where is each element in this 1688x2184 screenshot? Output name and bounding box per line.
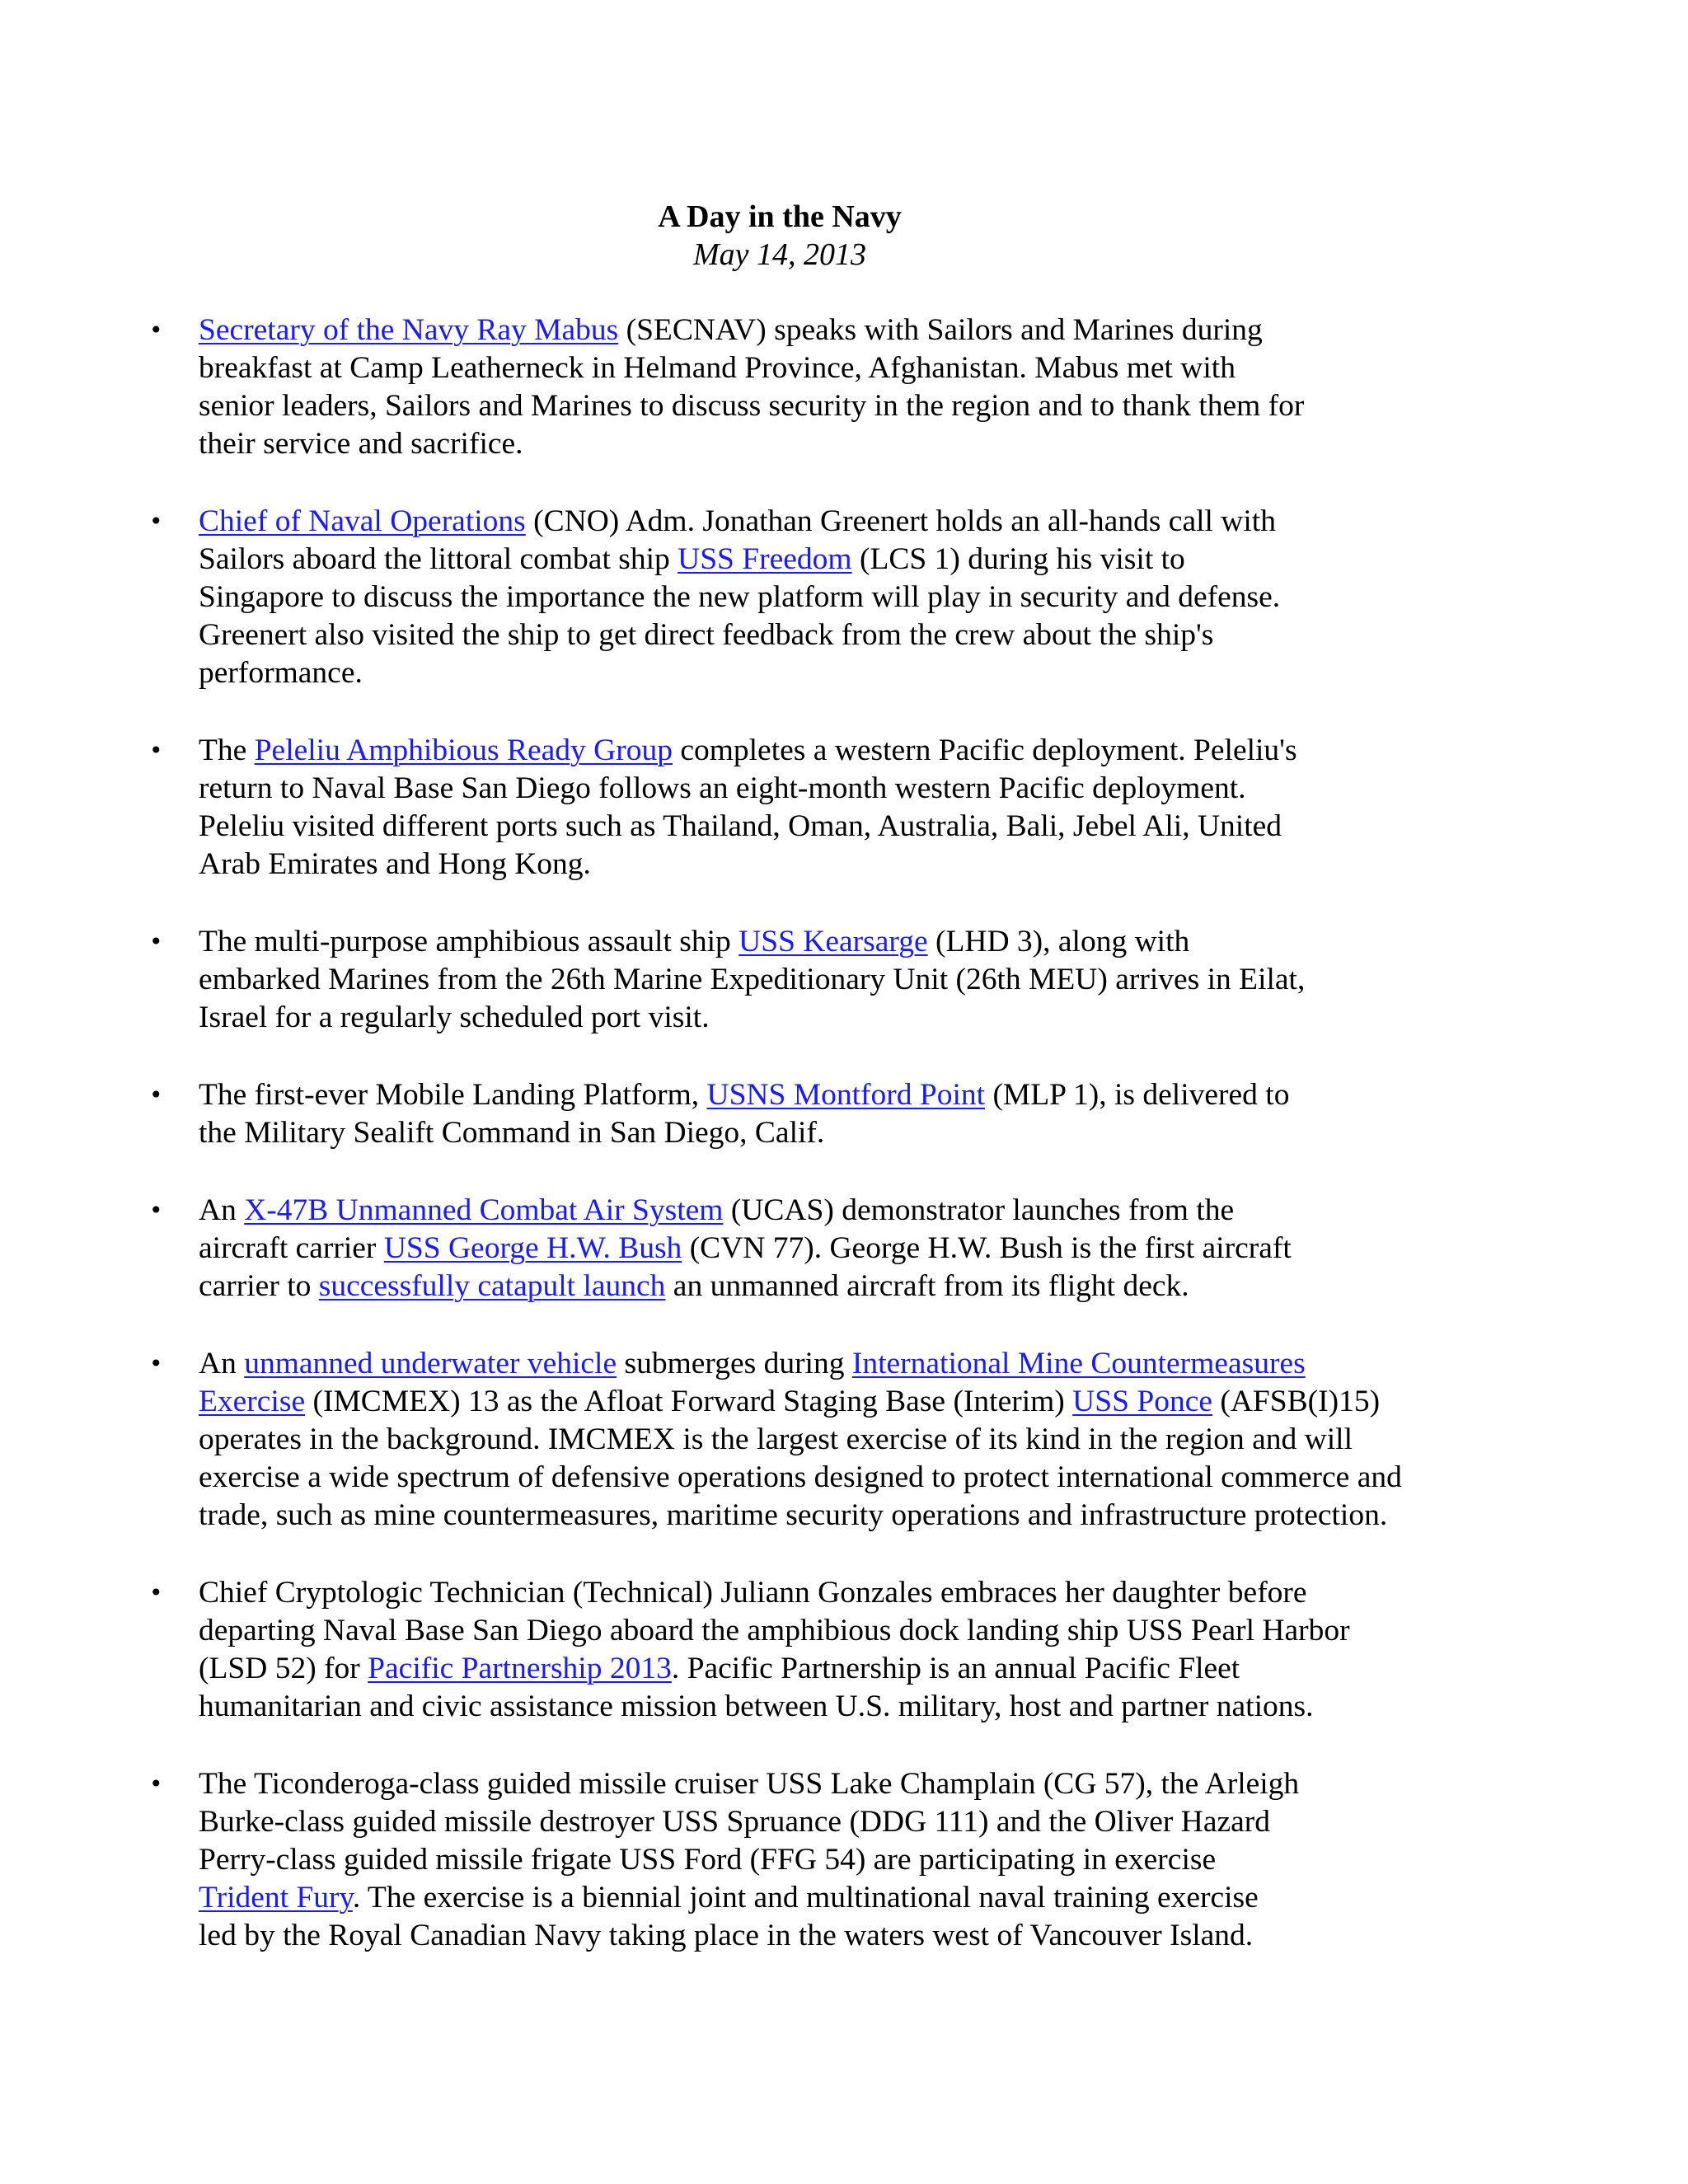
text-line [199,616,1501,654]
text-line [199,349,1501,387]
text-segment: trade, such as mine countermeasures, maritime security operations and infrastructure protection. [199,1498,1388,1532]
text-segment: Singapore to discuss the importance the new platform will play in security and defense. [199,580,1281,614]
text-segment: the Military Sealift Command in San Diego, Calif. [199,1116,825,1150]
bullet-item [199,1192,1501,1305]
bullet-item [199,1345,1501,1535]
text-line [199,425,1501,463]
text-segment: Sailors aboard the littoral combat ship [199,542,678,576]
text-segment: Israel for a regularly scheduled port visit. [199,1001,710,1034]
text-segment: performance. [199,656,363,690]
hyperlink[interactable]: International Mine Countermeasures [851,1347,1306,1380]
text-line [199,732,1501,770]
text-segment: An [199,1347,245,1380]
hyperlink[interactable]: USS George H.W. Bush [383,1231,682,1265]
text-segment: their service and sacrifice. [199,427,523,461]
text-segment: (LCS 1) during his visit to [851,542,1185,576]
text-segment: (CVN 77). George H.W. Bush is the first aircraft [682,1231,1292,1265]
hyperlink[interactable]: USS Ponce [1072,1385,1212,1418]
text-segment: operates in the background. IMCMEX is the largest exercise of its kind in the region and will [199,1422,1353,1456]
text-segment: Greenert also visited the ship to get direct feedback from the crew about the ship's [199,618,1214,652]
text-segment: aircraft carrier [199,1231,384,1265]
text-line [199,1076,1501,1114]
hyperlink[interactable]: Peleliu Amphibious Ready Group [254,733,673,767]
hyperlink[interactable]: Exercise [199,1385,306,1418]
text-line [199,1497,1501,1535]
bullet-item [199,1076,1501,1152]
bullet-item [199,1574,1501,1726]
text-line [199,1841,1501,1879]
text-line [199,1230,1501,1268]
text-segment: (UCAS) demonstrator launches from the [723,1193,1235,1227]
document-header [0,198,1559,274]
hyperlink[interactable]: X-47B Unmanned Combat Air System [244,1193,724,1227]
text-segment: Chief Cryptologic Technician (Technical) Juliann Gonzales embraces her daughter before [199,1576,1307,1610]
hyperlink[interactable]: successfully catapult launch [318,1269,666,1303]
text-segment: return to Naval Base San Diego follows an eight-month western Pacific deployment. [199,771,1246,805]
text-segment: (IMCMEX) 13 as the Afloat Forward Staging Base (Interim) [305,1385,1073,1418]
text-line [199,503,1501,541]
text-line [199,808,1501,846]
text-segment: Peleliu visited different ports such as Thailand, Oman, Australia, Bali, Jebel Ali, United [199,809,1282,843]
text-segment: Burke-class guided missile destroyer USS Spruance (DDG 111) and the Oliver Hazard [199,1805,1271,1839]
text-line [199,1345,1501,1383]
text-segment: (MLP 1), is delivered to [985,1078,1290,1112]
text-segment: humanitarian and civic assistance mission between U.S. military, host and partner nations. [199,1690,1314,1723]
text-segment: The multi-purpose amphibious assault ship [199,925,739,958]
text-line [199,579,1501,616]
text-segment: An [199,1193,245,1227]
text-segment: The Ticonderoga-class guided missile cruiser USS Lake Champlain (CG 57), the Arleigh [199,1767,1300,1801]
text-segment: exercise a wide spectrum of defensive operations designed to protect international commerce and [199,1460,1402,1494]
text-segment: led by the Royal Canadian Navy taking place in the waters west of Vancouver Island. [199,1919,1254,1952]
text-line [199,1688,1501,1726]
bullet-item [199,503,1501,692]
text-line [199,541,1501,579]
text-line [199,1192,1501,1230]
text-line [199,1383,1501,1421]
text-line [199,1268,1501,1305]
text-segment: submerges during [617,1347,852,1380]
text-line [199,654,1501,692]
text-segment: . The exercise is a biennial joint and multinational naval training exercise [352,1881,1259,1915]
text-line [199,923,1501,961]
bullet-item [199,1765,1501,1955]
text-segment: . Pacific Partnership is an annual Pacific Fleet [671,1652,1240,1685]
text-segment: senior leaders, Sailors and Marines to discuss security in the region and to thank them for [199,389,1305,423]
hyperlink[interactable]: unmanned underwater vehicle [244,1347,617,1380]
text-line [199,846,1501,883]
text-line [199,1765,1501,1803]
text-line [199,1917,1501,1955]
text-segment: completes a western Pacific deployment. Peleliu's [672,733,1297,767]
hyperlink[interactable]: USS Freedom [678,542,852,576]
text-segment: (CNO) Adm. Jonathan Greenert holds an all-hands call with [525,504,1276,538]
text-line [199,387,1501,425]
text-line [199,312,1501,349]
text-segment: Arab Emirates and Hong Kong. [199,847,591,881]
text-line [199,1114,1501,1152]
hyperlink[interactable]: Pacific Partnership 2013 [368,1652,672,1685]
hyperlink[interactable]: USNS Montford Point [706,1078,986,1112]
hyperlink[interactable]: Secretary of the Navy Ray Mabus [199,313,619,347]
text-segment: breakfast at Camp Leatherneck in Helmand Province, Afghanistan. Mabus met with [199,351,1236,385]
text-segment: embarked Marines from the 26th Marine Expeditionary Unit (26th MEU) arrives in Eilat, [199,963,1306,996]
document-date: May 14, 2013 [692,237,867,272]
text-segment: carrier to [199,1269,319,1303]
text-line [199,961,1501,999]
hyperlink[interactable]: USS Kearsarge [738,925,928,958]
document-title: A Day in the Navy [658,199,902,234]
bullet-item [199,923,1501,1037]
text-line [199,1612,1501,1650]
text-line [199,1459,1501,1497]
text-line [199,1650,1501,1688]
hyperlink[interactable]: Trident Fury [199,1881,353,1915]
bullet-item [199,732,1501,883]
text-line [199,770,1501,808]
text-segment: The first-ever Mobile Landing Platform, [199,1078,707,1112]
text-segment: (AFSB(I)15) [1212,1385,1381,1418]
text-segment: Perry-class guided missile frigate USS Ford (FFG 54) are participating in exercise [199,1843,1217,1877]
text-segment: (SECNAV) speaks with Sailors and Marines during [618,313,1263,347]
text-segment: departing Naval Base San Diego aboard the amphibious dock landing ship USS Pearl Harbor [199,1614,1350,1647]
text-segment: an unmanned aircraft from its flight deck. [665,1269,1189,1303]
text-segment: (LHD 3), along with [927,925,1190,958]
text-line [199,1421,1501,1459]
news-bullet-list [199,312,1501,1994]
text-segment: (LSD 52) for [199,1652,368,1685]
text-line [199,1879,1501,1917]
bullet-item [199,312,1501,463]
text-line [199,1803,1501,1841]
text-line [199,1574,1501,1612]
text-line [199,999,1501,1037]
text-segment: The [199,733,255,767]
hyperlink[interactable]: Chief of Naval Operations [199,504,526,538]
